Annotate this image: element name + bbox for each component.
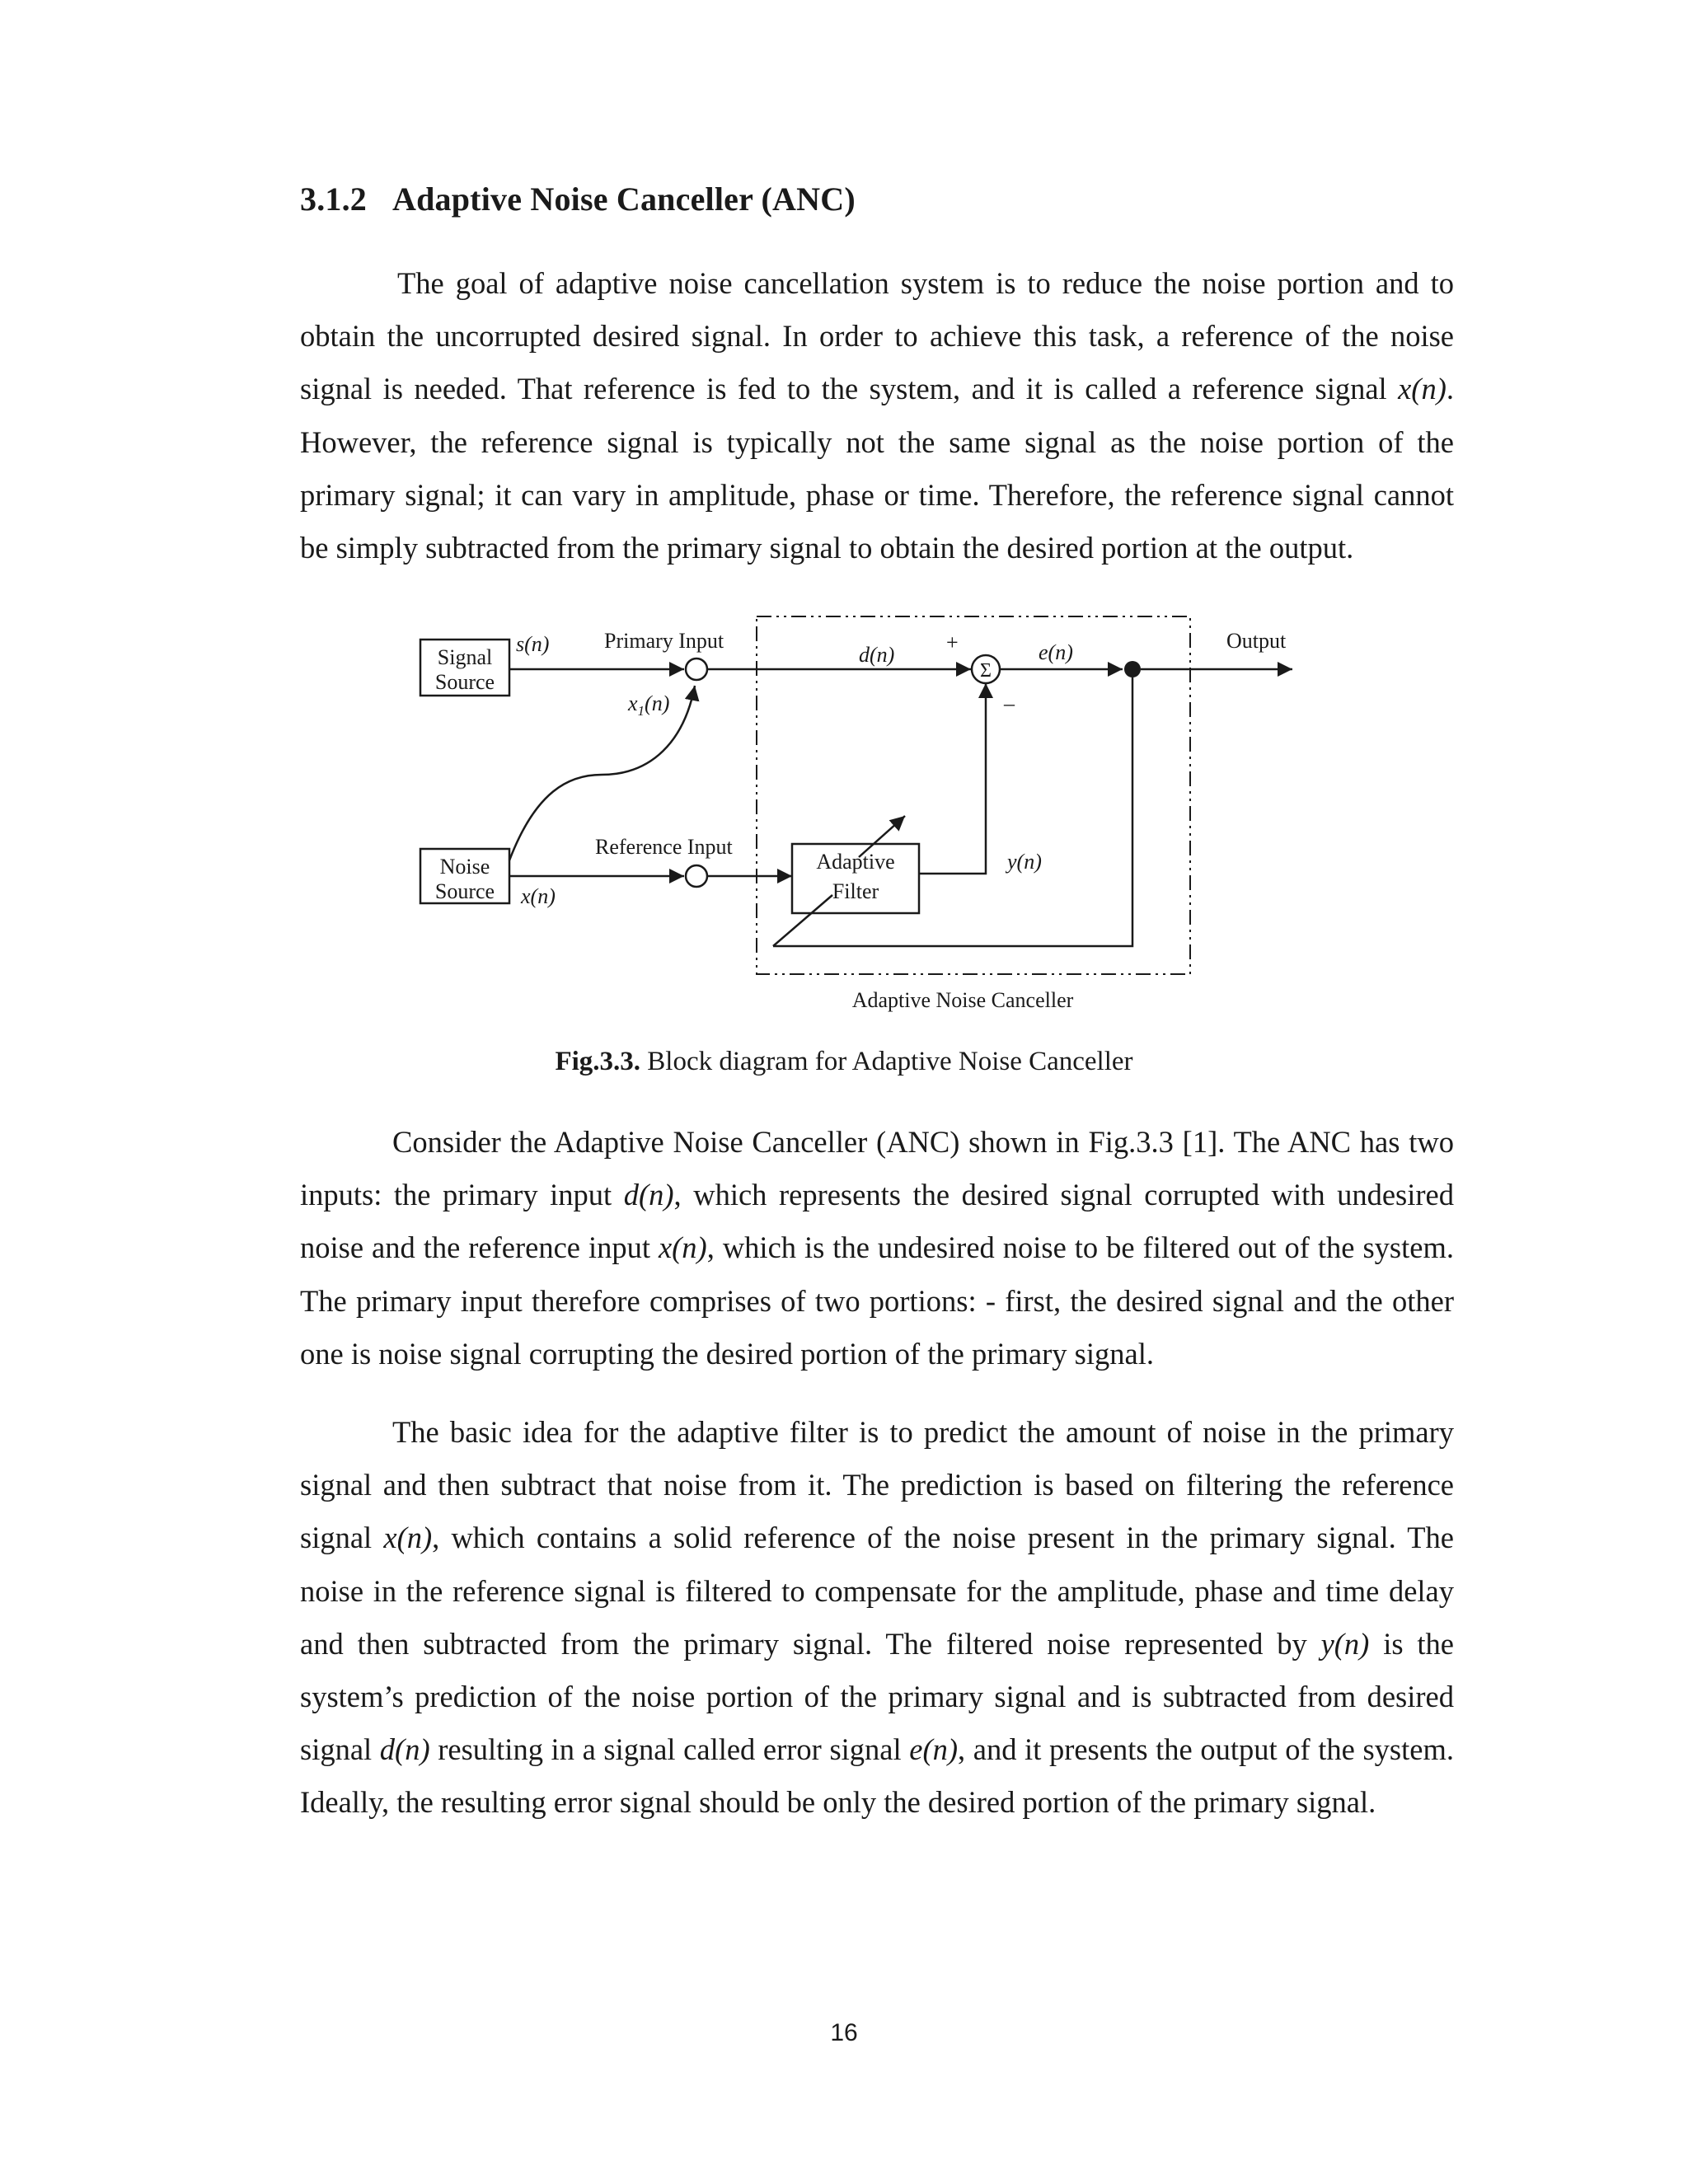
label-x1-n (627, 691, 669, 719)
label-d-n: d(n) (859, 643, 895, 667)
label-plus: + (946, 630, 959, 654)
x1-base: x (628, 691, 638, 715)
caption-text: Block diagram for Adaptive Noise Canceller (640, 1047, 1133, 1076)
reference-junction (686, 865, 707, 887)
label-canceller: Adaptive Noise Canceller (851, 988, 1074, 1012)
signal-source-label-2: Source (434, 670, 495, 694)
math-x-n: x(n) (383, 1521, 433, 1555)
label-e-n: e(n) (1039, 640, 1073, 664)
label-s-n: s(n) (516, 632, 550, 656)
x1-tail: (n) (645, 691, 670, 715)
label-primary-input: Primary Input (604, 629, 724, 653)
caption-label: Fig.3.3. (555, 1047, 641, 1076)
signal-source-label-1: Signal (437, 645, 493, 669)
math-e-n: e(n) (909, 1732, 959, 1767)
adaptive-filter-label-1: Adaptive (816, 850, 895, 874)
label-reference-input: Reference Input (595, 835, 733, 859)
filter-output-line (919, 683, 986, 874)
label-minus: – (1004, 691, 1015, 715)
text-run: , which contains a solid reference of the noise present in the primary signal. The noise in the reference signal is filtered to compensate for the amplitude, phase and time delay and then subtracted from the primary signal. The filtered noise represented by (300, 1521, 1454, 1661)
anc-block-diagram (0, 0, 1688, 1038)
text-run: Consider the Adaptive Noise Canceller (ANC) shown in Fig.3.3 [1]. The ANC has two inputs: the primary input (300, 1125, 1454, 1212)
text-run: The basic idea for the adaptive filter is to predict the amount of noise in the primary signal and then subtract that noise from it. The prediction is based on filtering the reference signal (300, 1415, 1454, 1555)
math-x-n: x(n) (658, 1230, 707, 1265)
figure-caption (0, 1047, 1688, 1077)
adaptive-filter-label-2: Filter (832, 879, 879, 903)
math-x-n: x(n) (1398, 372, 1447, 406)
text-run: , which represents the desired signal corrupted with undesired noise and the reference input (300, 1178, 1455, 1265)
page-number: 16 (830, 2019, 858, 2046)
text-run: is the system’s prediction of the noise portion of the primary signal and is subtracted from desired signal (300, 1626, 1454, 1767)
label-x-n: x(n) (521, 884, 556, 908)
paragraph-filter-idea (300, 1406, 1454, 1830)
label-y-n: y(n) (1007, 850, 1042, 874)
text-run: The goal of adaptive noise cancellation system is to reduce the noise portion and to obtain the uncorrupted desired signal. In order to achieve this task, a reference of the noise signal is needed. That reference is fed to the system, and it is called a reference signal (300, 266, 1454, 406)
math-d-n: d(n) (623, 1178, 674, 1212)
text-run: , which is the undesired noise to be filtered out of the system. The primary input therefore comprises of two portions: - first, the desired signal and the other one is noise signal corrupting the desired portion of the primary signal. (300, 1230, 1454, 1371)
noise-source-label-2: Source (434, 879, 495, 903)
label-output: Output (1226, 629, 1287, 653)
error-feedback-line (773, 677, 1132, 946)
noise-source-label-1: Noise (439, 855, 490, 879)
sigma-symbol: Σ (980, 660, 992, 682)
section-title: Adaptive Noise Canceller (ANC) (392, 180, 856, 218)
x1-subscript: 1 (637, 703, 645, 719)
output-node (1124, 661, 1141, 677)
paragraph-anc-inputs (300, 1116, 1454, 1380)
math-y-n: y(n) (1320, 1626, 1370, 1661)
math-d-n: d(n) (379, 1732, 430, 1767)
text-run: , and it presents the output of the system. Ideally, the resulting error signal should be only the desired portion of the primary signal. (300, 1732, 1454, 1820)
section-number: 3.1.2 (300, 180, 367, 218)
primary-junction (686, 658, 707, 680)
text-run: resulting in a signal called error signal (429, 1732, 910, 1767)
adaptation-slash (773, 895, 832, 946)
text-run: . However, the reference signal is typically not the same signal as the noise portion of the primary signal; it can vary in amplitude, phase or time. Therefore, the reference signal cannot be simply subtracted from the primary signal to obtain the desired portion at the output. (300, 372, 1454, 565)
